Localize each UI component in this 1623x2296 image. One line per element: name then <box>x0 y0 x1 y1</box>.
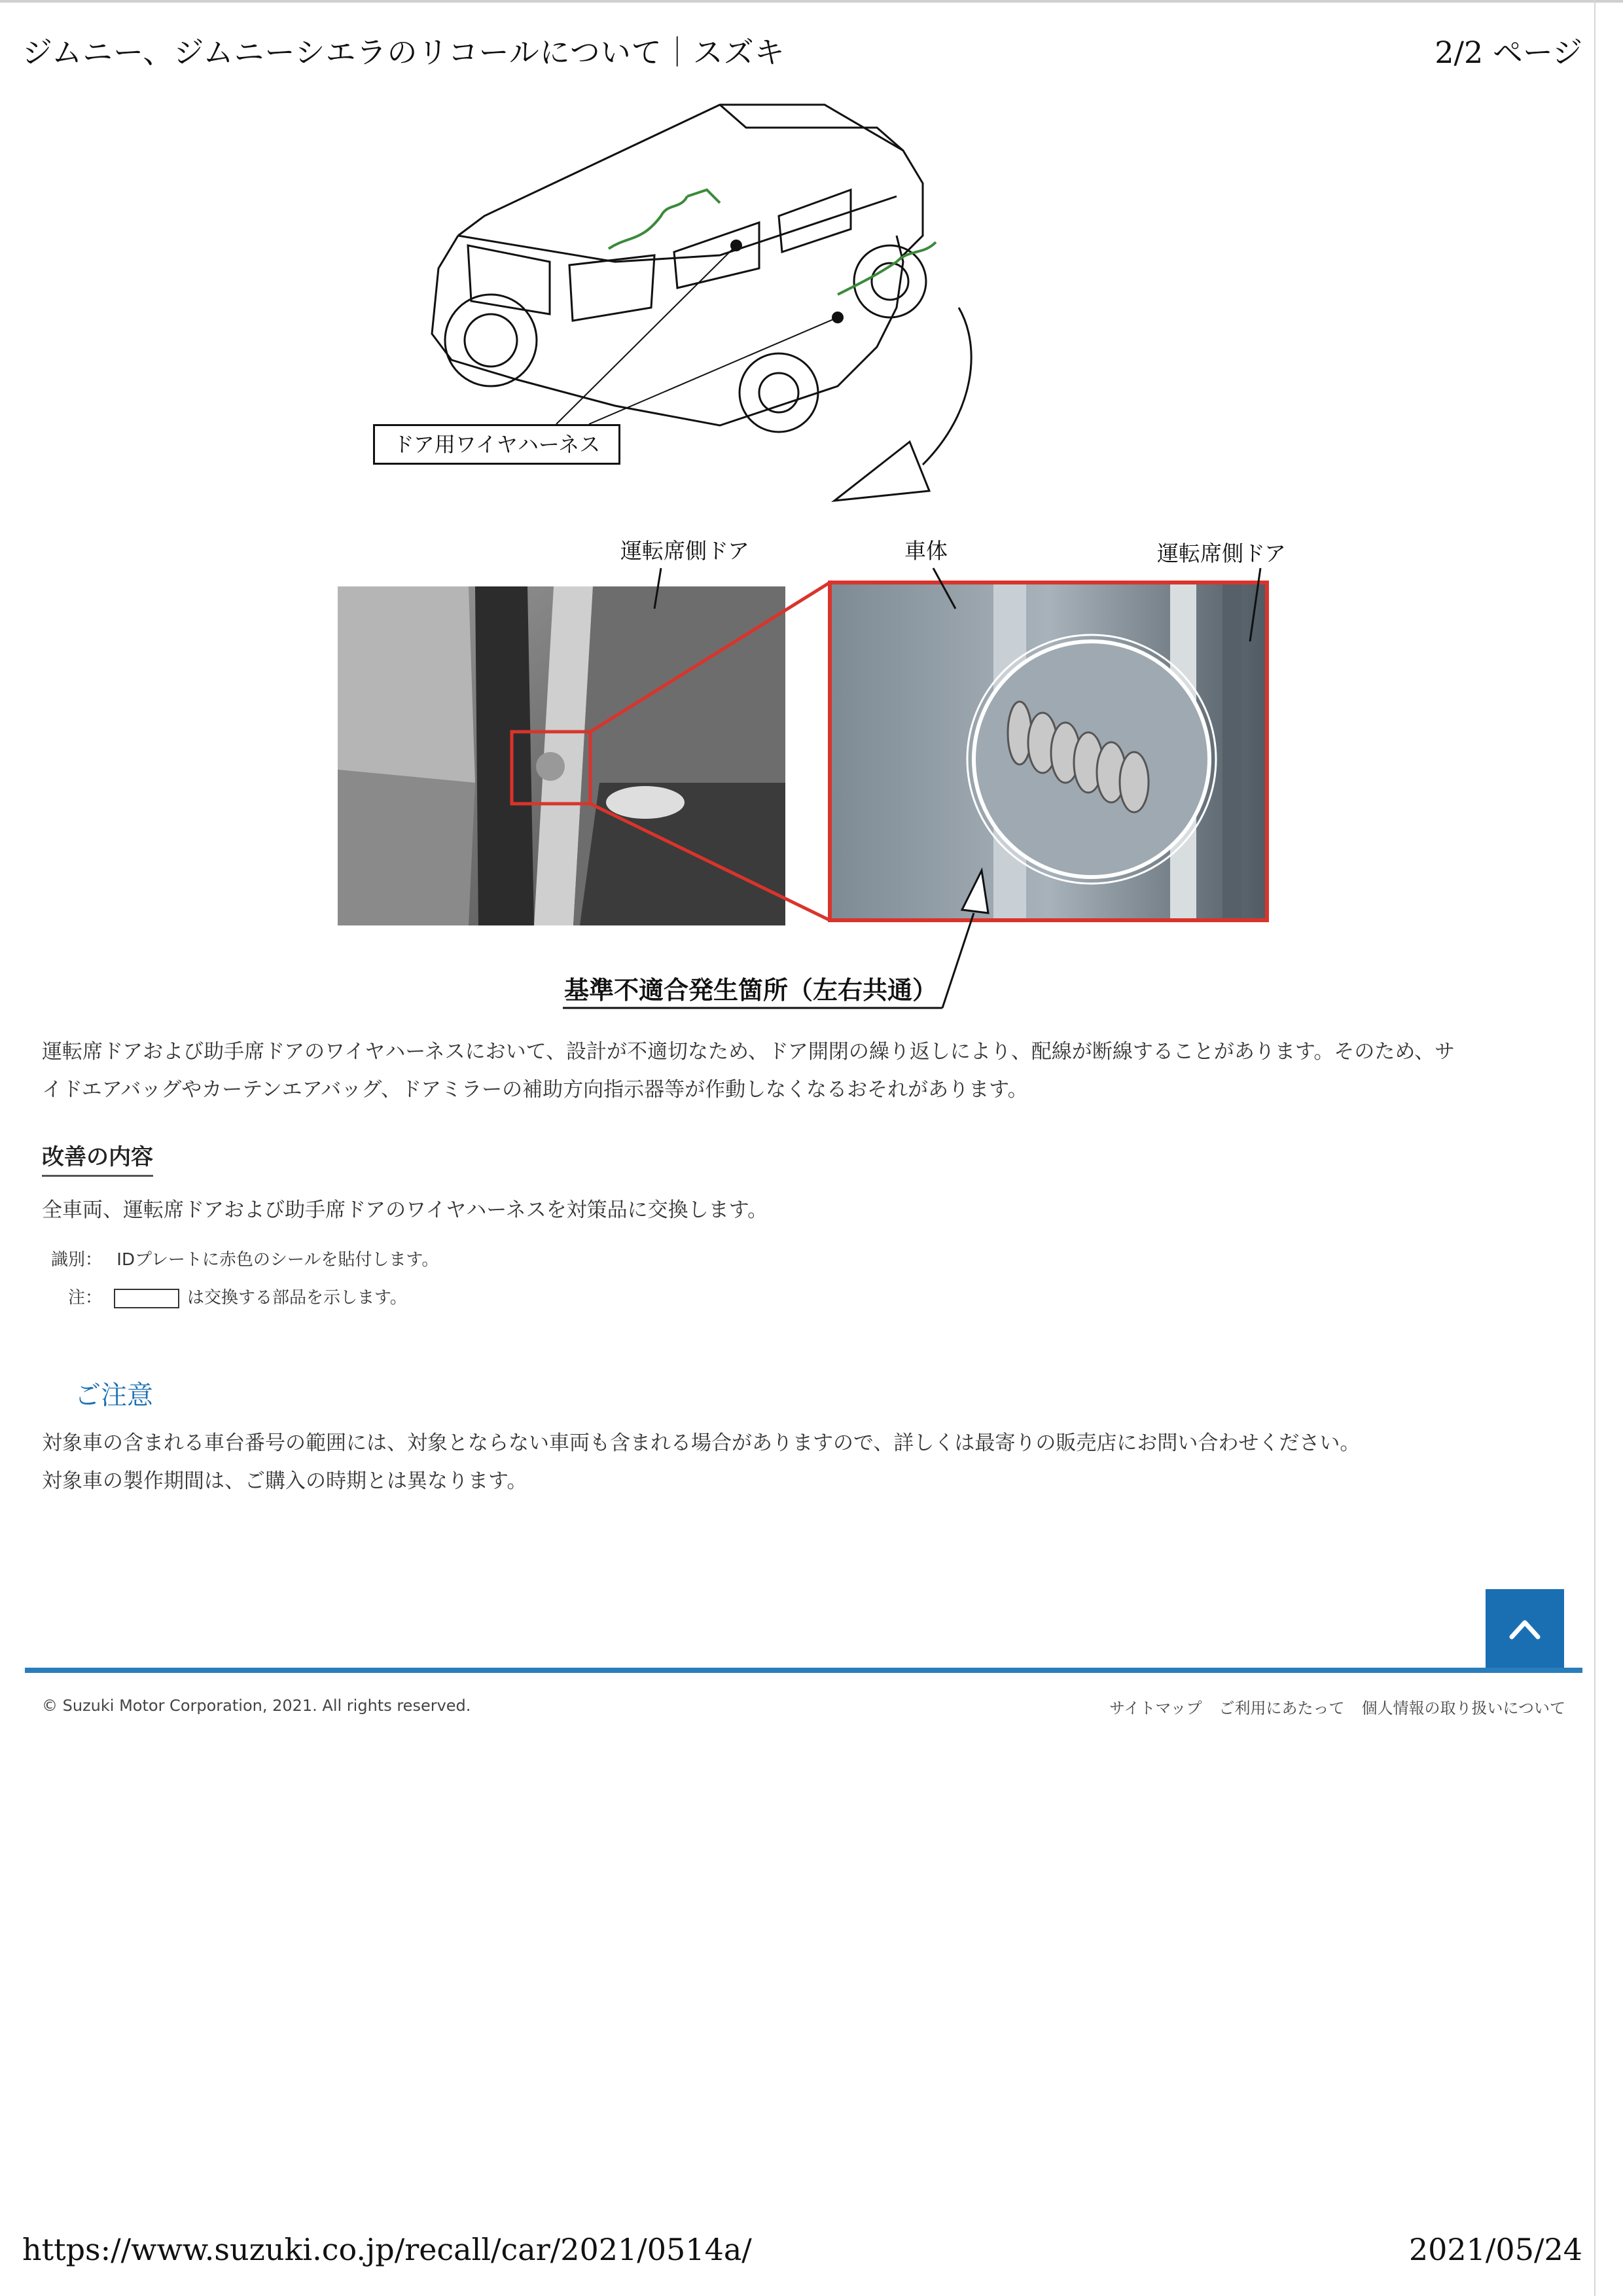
identification-note <box>51 1246 438 1270</box>
closeup-connector-lines <box>0 511 1623 1034</box>
chevron-up-icon <box>1507 1616 1543 1642</box>
vehicle-body-callout: 車体 <box>904 538 948 564</box>
identification-label: 識別： <box>51 1250 103 1270</box>
print-footer-date: 2021/05/24 <box>1408 2232 1582 2267</box>
print-footer-url: https://www.suzuki.co.jp/recall/car/2021/0514a/ <box>22 2232 752 2267</box>
copyright-text: © Suzuki Motor Corporation, 2021. All rights reserved. <box>42 1696 471 1715</box>
page-top-button[interactable] <box>1486 1589 1564 1669</box>
driver-door-callout-right: 運転席側ドア <box>1157 541 1287 566</box>
replacement-part-box-sample <box>114 1289 179 1308</box>
defect-description <box>42 1033 1573 1109</box>
improvement-text: 全車両、運転席ドアおよび助手席ドアのワイヤハーネスを対策品に交換します。 <box>42 1198 768 1222</box>
footer-link-privacy[interactable]: 個人情報の取り扱いについて <box>1361 1699 1565 1717</box>
note-label: 注： <box>68 1288 103 1308</box>
footer-divider <box>25 1668 1582 1673</box>
print-header-page-number: 2/2 ページ <box>1435 35 1582 70</box>
nonconformity-location-label: 基準不適合発生箇所（左右共通） <box>564 975 938 1005</box>
note-text: は交換する部品を示します。 <box>187 1288 407 1308</box>
caution-line-2: 対象車の製作期間は、ご購入の時期とは異なります。 <box>42 1469 527 1493</box>
footer-link-sitemap[interactable]: サイトマップ <box>1109 1699 1202 1717</box>
defect-description-line-2: イドエアバッグやカーテンエアバッグ、ドアミラーの補助方向指示器等が作動しなくなるおそれがあります。 <box>42 1078 1028 1102</box>
caution-line-1: 対象車の含まれる車台番号の範囲には、対象とならない車両も含まれる場合がありますので、詳しくは最寄りの販売店にお問い合わせください。 <box>42 1431 1361 1455</box>
driver-door-callout-left: 運転席側ドア <box>620 538 750 564</box>
identification-text: IDプレートに赤色のシールを貼付します。 <box>116 1250 439 1270</box>
improvement-heading: 改善の内容 <box>42 1139 153 1177</box>
caution-text <box>42 1424 1573 1500</box>
print-top-rule <box>0 0 1623 3</box>
footer-link-terms[interactable]: ご利用にあたって <box>1219 1699 1345 1717</box>
print-header-title: ジムニー、ジムニーシエラのリコールについて｜スズキ <box>22 35 785 70</box>
harness-closeup-photo <box>830 583 1267 920</box>
door-opening-photo <box>338 586 785 925</box>
defect-description-line-1: 運転席ドアおよび助手席ドアのワイヤハーネスにおいて、設計が不適切なため、ドア開閉の繰り返しにより、配線が断線することがあります。そのため、サ <box>42 1040 1455 1064</box>
footer-links <box>1109 1695 1565 1718</box>
print-right-edge <box>1594 0 1596 2296</box>
replacement-note <box>68 1284 407 1308</box>
caution-heading: ご注意 <box>75 1380 153 1410</box>
door-wire-harness-label: ドア用ワイヤハーネス <box>373 424 620 465</box>
